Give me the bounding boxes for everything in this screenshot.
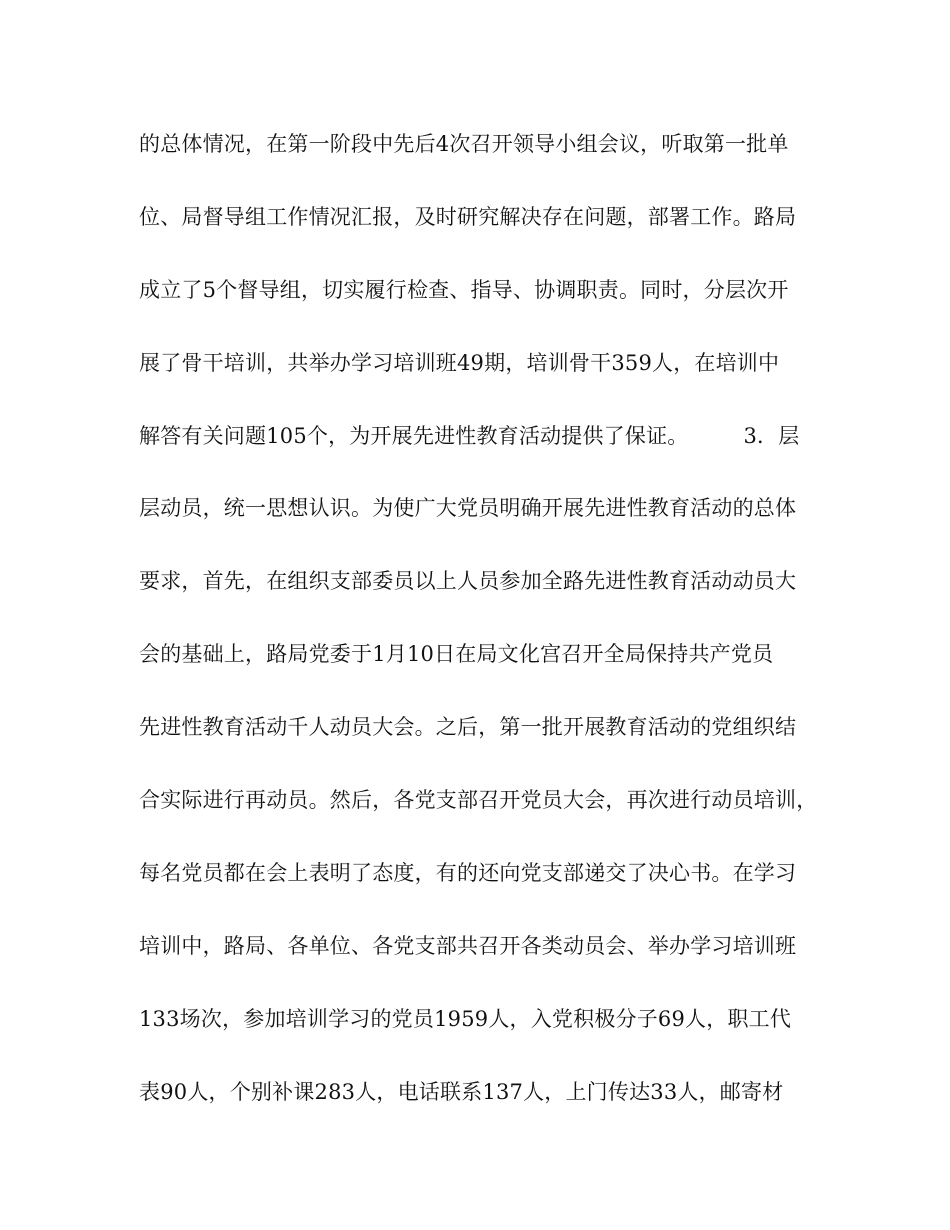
- text-line: 133场次，参加培训学习的党员1959人，入党积极分子69人，职工代: [139, 1006, 792, 1031]
- text-line: 培训中，路局、各单位、各党支部共召开各类动员会、举办学习培训班: [139, 933, 797, 958]
- text-line: 展了骨干培训，共举办学习培训班49期，培训骨干359人，在培训中: [139, 350, 780, 375]
- text-line: 位、局督导组工作情况汇报，及时研究解决存在问题，部署工作。路局: [139, 204, 797, 229]
- text-line: 表90人，个别补课283人，电话联系137人，上门传达33人，邮寄材: [139, 1079, 784, 1104]
- text-line: 合实际进行再动员。然后，各党支部召开党员大会，再次进行动员培训，: [139, 788, 818, 813]
- text-line: 的总体情况，在第一阶段中先后4次召开领导小组会议，听取第一批单: [139, 132, 789, 156]
- document-body: [139, 124, 839, 1144]
- text-line: 会的基础上，路局党委于1月10日在局文化宫召开全局保持共产党员: [139, 642, 774, 667]
- text-line: 每名党员都在会上表明了态度，有的还向党支部递交了决心书。在学习: [139, 860, 797, 885]
- text-line: 成立了5个督导组，切实履行检查、指导、协调职责。同时，分层次开: [139, 277, 789, 302]
- text-line: 先进性教育活动千人动员大会。之后，第一批开展教育活动的党组织结: [139, 715, 797, 740]
- text-line: 要求，首先，在组织支部委员以上人员参加全路先进性教育活动动员大: [139, 569, 797, 594]
- text-line: 层动员，统一思想认识。为使广大党员明确开展先进性教育活动的总体: [139, 496, 797, 521]
- text-line: 解答有关问题105个，为开展先进性教育活动提供了保证。 3．层: [139, 423, 800, 448]
